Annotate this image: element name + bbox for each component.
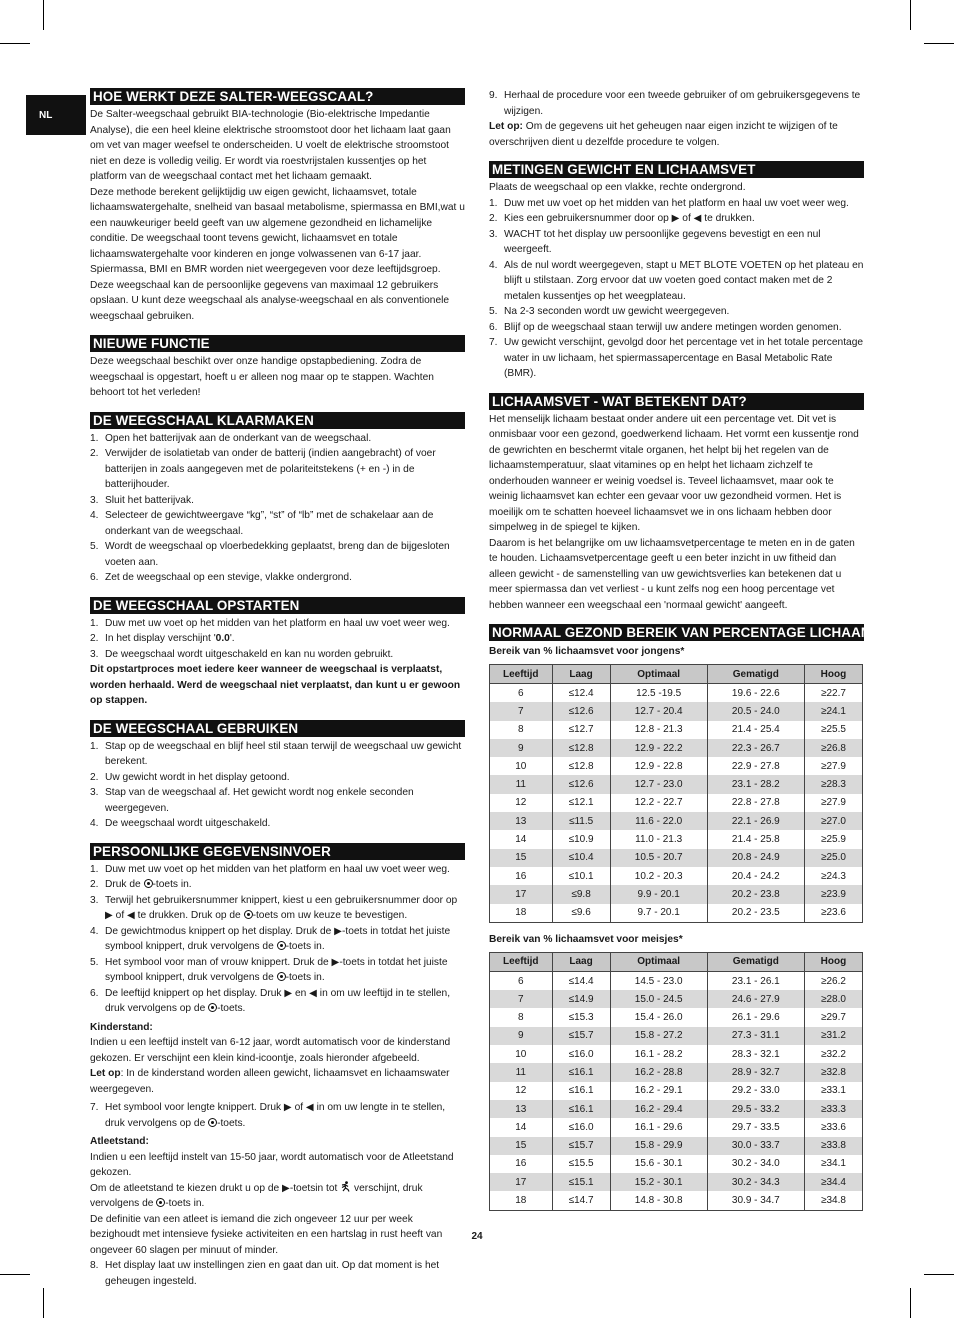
- table-row: [490, 794, 863, 812]
- table-cell: 12.5 -19.5: [610, 684, 707, 703]
- list-item: 5. Na 2-3 seconden wordt uw gewicht weergegeven.: [489, 306, 730, 317]
- numbered-list: [489, 88, 864, 119]
- table-row: [490, 1118, 863, 1136]
- table-cell: 12.9 - 22.8: [610, 757, 707, 775]
- table-cell: 12.8 - 21.3: [610, 721, 707, 739]
- table-cell: 15: [490, 849, 553, 867]
- table-cell: 12.7 - 23.0: [610, 775, 707, 793]
- set-button-icon: [244, 910, 253, 919]
- table-cell: 15.6 - 30.1: [610, 1155, 707, 1173]
- table-row: [490, 1027, 863, 1045]
- table-row: [490, 684, 863, 703]
- table-cell: 13: [490, 1100, 553, 1118]
- table-cell: ≥33.1: [804, 1082, 862, 1100]
- table-cell: ≤12.4: [552, 684, 610, 703]
- numbered-list: [90, 616, 465, 663]
- table-cell: ≥26.8: [804, 739, 862, 757]
- table-cell: 15.0 - 24.5: [610, 990, 707, 1008]
- table-cell: 7: [490, 990, 553, 1008]
- table-cell: 20.2 - 23.8: [707, 885, 804, 903]
- table-cell: 15.2 - 30.1: [610, 1173, 707, 1191]
- paragraph: Indien u een leeftijd instelt van 15-50 jaar, wordt automatisch voor de Atleetstand gekozen.: [90, 1151, 454, 1178]
- column-header: Laag: [552, 952, 610, 971]
- table-cell: 14.5 - 23.0: [610, 971, 707, 990]
- table-cell: ≥33.8: [804, 1137, 862, 1155]
- numbered-list: [90, 862, 465, 1017]
- table-cell: ≥34.4: [804, 1173, 862, 1191]
- table-cell: 29.5 - 33.2: [707, 1100, 804, 1118]
- column-header: Hoog: [804, 952, 862, 971]
- table-cell: 16.2 - 29.1: [610, 1082, 707, 1100]
- table-cell: 20.8 - 24.9: [707, 849, 804, 867]
- column-header: Laag: [552, 665, 610, 684]
- paragraph: De definitie van een atleet is iemand die zich ongeveer 12 uur per week bezighoudt met intensieve fysieke activiteiten en een hartslag in rust heeft van ongeveer 60 slagen per minuut of minder.: [90, 1213, 443, 1256]
- table-cell: 9.9 - 20.1: [610, 885, 707, 903]
- paragraph: Deze weegschaal beschikt over onze handige opstapbediening. Zodra de weegschaal is opgestart, hoeft u er alleen nog maar op te stappen. Wachten behoort tot het verleden!: [90, 356, 434, 398]
- table-cell: 29.2 - 33.0: [707, 1082, 804, 1100]
- table-cell: 12: [490, 1082, 553, 1100]
- table-cell: 17: [490, 1173, 553, 1191]
- table-cell: ≥32.8: [804, 1063, 862, 1081]
- table-cell: 22.1 - 26.9: [707, 812, 804, 830]
- table-cell: 20.5 - 24.0: [707, 702, 804, 720]
- table-row: [490, 990, 863, 1008]
- table-row: [490, 1063, 863, 1081]
- table-cell: 16.1 - 29.6: [610, 1118, 707, 1136]
- table-cell: ≤9.8: [552, 885, 610, 903]
- table-cell: 18: [490, 1191, 553, 1210]
- column-header: Leeftijd: [490, 665, 553, 684]
- table-cell: 12: [490, 794, 553, 812]
- list-item: 9. Herhaal de procedure voor een tweede gebruiker of om gebruikersgegevens te wijzigen.: [489, 90, 861, 117]
- table-cell: 22.3 - 26.7: [707, 739, 804, 757]
- list-item: 7. Het symbool voor lengte knippert. Druk ▶ of ◀ in om uw lengte in te stellen, druk vervolgens op de -toets.: [90, 1102, 446, 1129]
- table-cell: 8: [490, 1008, 553, 1026]
- table-cell: ≤16.0: [552, 1045, 610, 1063]
- table-cell: 9: [490, 1027, 553, 1045]
- paragraph: Om de atleetstand te kiezen drukt u op de ▶-toetsin tot verschijnt, druk vervolgens de -toets in.: [90, 1182, 423, 1209]
- table-cell: ≥28.3: [804, 775, 862, 793]
- section-title: DE WEEGSCHAAL GEBRUIKEN: [90, 720, 465, 737]
- list-item: 7. Uw gewicht verschijnt, gevolgd door het percentage vet in het totale percentage water in uw lichaam, het spiermassapercentage en Basal Metabolic Rate (BMR).: [489, 337, 864, 379]
- list-item: 3. Sluit het batterijvak.: [90, 494, 194, 506]
- paragraph: Plaats de weegschaal op een vlakke, rechte ondergrond.: [489, 182, 746, 193]
- set-button-icon: [277, 972, 286, 981]
- table-cell: ≤14.9: [552, 990, 610, 1008]
- list-item: 3. WACHT tot het display uw persoonlijke gegevens bevestigt en een nul weergeeft.: [489, 228, 821, 255]
- table-row: [490, 1155, 863, 1173]
- language-tab: [26, 95, 86, 135]
- list-item: 6. Blijf op de weegschaal staan terwijl uw andere metingen worden genomen.: [489, 321, 842, 333]
- paragraph: Deze methode berekent gelijktijdig uw eigen gewicht, lichaamsvet, totale lichaamswatergehalte, snelheid van basaal metabolisme, spiermassa en BMI,wat u een nauwkeuriger beeld geeft van uw algemene gezondheid en lichamelijke conditie. De weegschaal toont tevens gewicht, lichaamsvet en totale lichaamswatergehalte voor kinderen en jonge volwassenen van 6-17 jaar. Spiermassa, BMI en BMR worden niet weergegeven voor deze leeftijdsgroep. Deze weegschaal kan de persoonlijke gegevens van maximaal 12 gebruikers opslaan. U kunt deze weegschaal als analyse-weegschaal en als conventionele weegschaal gebruiken.: [90, 186, 465, 322]
- table-cell: ≤10.9: [552, 830, 610, 848]
- table-cell: ≥26.2: [804, 971, 862, 990]
- list-item: 6. De leeftijd knippert op het display. Druk ▶ en ◀ in om uw leeftijd in te stellen, druk vervolgens op de -toets.: [90, 987, 451, 1014]
- section-title: DE WEEGSCHAAL OPSTARTEN: [90, 597, 465, 614]
- table-cell: ≥32.2: [804, 1045, 862, 1063]
- table-cell: 11: [490, 1063, 553, 1081]
- table-row: [490, 1082, 863, 1100]
- table-cell: 10.2 - 20.3: [610, 867, 707, 885]
- list-item: 3. Stap van de weegschaal af. Het gewicht wordt nog enkele seconden weergegeven.: [90, 787, 414, 814]
- table-cell: 16: [490, 867, 553, 885]
- table-cell: 7: [490, 702, 553, 720]
- table-row: [490, 971, 863, 990]
- crop-mark: [43, 0, 44, 30]
- right-column: [489, 88, 908, 1211]
- numbered-list: [90, 739, 465, 832]
- table-cell: 30.2 - 34.0: [707, 1155, 804, 1173]
- table-cell: ≤12.8: [552, 739, 610, 757]
- table-cell: 12.9 - 22.2: [610, 739, 707, 757]
- table-cell: 15.8 - 27.2: [610, 1027, 707, 1045]
- table-cell: 28.9 - 32.7: [707, 1063, 804, 1081]
- table-row: [490, 849, 863, 867]
- table-cell: 14: [490, 830, 553, 848]
- list-item: 6. Zet de weegschaal op een stevige, vlakke ondergrond.: [90, 572, 352, 583]
- table-cell: 15: [490, 1137, 553, 1155]
- table-cell: 9.7 - 20.1: [610, 904, 707, 923]
- table-cell: 28.3 - 32.1: [707, 1045, 804, 1063]
- list-item: 2. Druk de -toets in.: [90, 879, 192, 890]
- list-item: 4. De weegschaal wordt uitgeschakeld.: [90, 818, 271, 829]
- paragraph: Daarom is het belangrijke om uw lichaamsvetpercentage te meten en in de gaten te houden. Lichaamsvetpercentage geeft u een beter inzicht in uw fitheid dan alleen gewicht - de samenstelling van uw gewichtsverlies kan betekenen dat u meer spiermassa dan vet verliest - u kunt zelfs nog een hoog percentage vet hebben wanneer een weegschaal een 'normaal gewicht' aangeeft.: [489, 537, 855, 611]
- table-row: [490, 702, 863, 720]
- table-cell: 16: [490, 1155, 553, 1173]
- table-cell: ≥33.3: [804, 1100, 862, 1118]
- section-title: DE WEEGSCHAAL KLAARMAKEN: [90, 412, 465, 429]
- crop-mark: [924, 1274, 954, 1275]
- list-item: 4. Als de nul wordt weergegeven, stapt u MET BLOTE VOETEN op het plateau en blijft u stilstaan. Zorg ervoor dat uw voeten goed contact maken met de 2 metalen kussentjes op het weegplateau.: [489, 259, 864, 302]
- table-cell: 14.8 - 30.8: [610, 1191, 707, 1210]
- section-title: HOE WERKT DEZE SALTER-WEEGSCAAL?: [90, 88, 465, 105]
- table-cell: ≥34.1: [804, 1155, 862, 1173]
- athlete-icon: [340, 1181, 351, 1192]
- column-header: Gematigd: [707, 952, 804, 971]
- table-cell: ≤12.7: [552, 721, 610, 739]
- table-cell: ≥25.9: [804, 830, 862, 848]
- table-cell: 12.2 - 22.7: [610, 794, 707, 812]
- section-title: METINGEN GEWICHT EN LICHAAMSVET: [489, 161, 864, 178]
- column-header: Leeftijd: [490, 952, 553, 971]
- list-item: 3. De weegschaal wordt uitgeschakeld en kan nu worden gebruikt.: [90, 648, 394, 660]
- list-item: 2. In het display verschijnt '0.0'.: [90, 633, 235, 644]
- paragraph: Het menselijk lichaam bestaat onder andere uit een percentage vet. Dit vet is onmisbaar voor een gezond, goedwerkend lichaam. Het vormt een kussentje rond de gewrichten en beschermt vitale organen, het helpt bij het regelen van de lichaamstemperatuur, slaat vitamines op en helpt het lichaam zichzelf te onderhouden wanneer er weinig voedsel is. Teveel lichaamsvet, maar ook te weinig lichaamsvet kan echter een gevaar voor uw gezondheid vormen. Het is moeilijk om te schatten hoeveel lichaamsvet we in ons lichaam hebben door simpelweg in de spiegel te kijken.: [489, 413, 859, 533]
- table-cell: 24.6 - 27.9: [707, 990, 804, 1008]
- list-item: 2. Verwijder de isolatietab van onder de batterij (indien aangebracht) of voer batterijen in zoals aangegeven met de polariteitstekens (+ en -) in de batterijhouder.: [90, 448, 436, 490]
- table-row: [490, 812, 863, 830]
- numbered-list: [489, 196, 864, 382]
- list-item: 5. Het symbool voor man of vrouw knippert. Druk de ▶-toets in totdat het juiste symbool knippert, druk vervolgens de -toets in.: [90, 956, 448, 983]
- table-row: [490, 721, 863, 739]
- table-cell: ≤15.7: [552, 1027, 610, 1045]
- table-row: [490, 904, 863, 923]
- section-title: NIEUWE FUNCTIE: [90, 335, 465, 352]
- table-cell: ≤15.3: [552, 1008, 610, 1026]
- table-cell: ≥27.9: [804, 757, 862, 775]
- table-cell: 11.0 - 21.3: [610, 830, 707, 848]
- table-cell: 6: [490, 684, 553, 703]
- table-cell: ≥24.1: [804, 702, 862, 720]
- table-row: [490, 1173, 863, 1191]
- table-cell: 17: [490, 885, 553, 903]
- table-cell: 15.4 - 26.0: [610, 1008, 707, 1026]
- crop-mark: [910, 0, 911, 30]
- table-cell: ≥28.0: [804, 990, 862, 1008]
- paragraph: De Salter-weegschaal gebruikt BIA-technologie (Bio-elektrische Impedantie Analyse), die een heel kleine elektrische stroomstoot door het lichaam laat gaan om vet van mager weefsel te onderscheiden. U voelt de elektrische stroomstoot niet en deze is volledig veilig. Er wordt via roestvrijstalen kussentjes op het platform van de weegschaal contact met het lichaam gemaakt.: [90, 109, 451, 182]
- numbered-list: [90, 1100, 465, 1131]
- set-button-icon: [156, 1198, 165, 1207]
- table-cell: 13: [490, 812, 553, 830]
- table-cell: 20.2 - 23.5: [707, 904, 804, 923]
- crop-mark: [924, 43, 954, 44]
- table-cell: 26.1 - 29.6: [707, 1008, 804, 1026]
- table-cell: ≤9.6: [552, 904, 610, 923]
- table-row: [490, 739, 863, 757]
- girls-bodyfat-table: [489, 952, 863, 1211]
- set-button-icon: [208, 1118, 217, 1127]
- set-button-icon: [144, 879, 153, 888]
- table-cell: ≥24.3: [804, 867, 862, 885]
- table-cell: ≥27.0: [804, 812, 862, 830]
- left-column: [90, 88, 465, 1289]
- table-cell: ≤16.0: [552, 1118, 610, 1136]
- table-cell: 30.0 - 33.7: [707, 1137, 804, 1155]
- list-item: 1. Duw met uw voet op het midden van het platform en haal uw voet weer weg.: [489, 197, 849, 209]
- table-cell: 21.4 - 25.4: [707, 721, 804, 739]
- crop-mark: [0, 43, 30, 44]
- table-cell: ≤12.6: [552, 702, 610, 720]
- table-cell: 30.2 - 34.3: [707, 1173, 804, 1191]
- numbered-list: [90, 431, 465, 586]
- table-cell: ≥33.6: [804, 1118, 862, 1136]
- table-cell: ≥23.9: [804, 885, 862, 903]
- table-cell: ≥23.6: [804, 904, 862, 923]
- table-row: [490, 1191, 863, 1210]
- table-cell: ≤16.1: [552, 1082, 610, 1100]
- table-cell: 6: [490, 971, 553, 990]
- table-cell: 27.3 - 31.1: [707, 1027, 804, 1045]
- table-cell: ≤12.8: [552, 757, 610, 775]
- table-cell: 12.7 - 20.4: [610, 702, 707, 720]
- table-cell: 15.8 - 29.9: [610, 1137, 707, 1155]
- paragraph: Let op: In de kinderstand worden alleen gewicht, lichaamsvet en lichaamswater weergegeven.: [90, 1068, 450, 1095]
- section-title: NORMAAL GEZOND BEREIK VAN PERCENTAGE LICHAAMSVET: [489, 624, 864, 641]
- paragraph: Let op: Om de gegevens uit het geheugen naar eigen inzicht te wijzigen of te overschrijven dient u dezelfde procedure te volgen.: [489, 121, 838, 148]
- list-item: 8. Het display laat uw instellingen zien en gaat dan uit. Op dat moment is het geheugen ingesteld.: [90, 1260, 440, 1287]
- table-cell: ≤10.1: [552, 867, 610, 885]
- table-row: [490, 885, 863, 903]
- column-header: Optimaal: [610, 952, 707, 971]
- table-cell: ≥25.5: [804, 721, 862, 739]
- bold-note: Dit opstartproces moet iedere keer wanneer de weegschaal is verplaatst, worden herhaald. Werd de weegschaal niet verplaatst, dan kunt u er gewoon op stappen.: [90, 664, 461, 706]
- boys-bodyfat-table: [489, 664, 863, 923]
- table-cell: 10: [490, 1045, 553, 1063]
- list-item: 1. Duw met uw voet op het midden van het platform en haal uw voet weer weg.: [90, 617, 450, 629]
- table-cell: 14: [490, 1118, 553, 1136]
- table-cell: 11.6 - 22.0: [610, 812, 707, 830]
- table-cell: 19.6 - 22.6: [707, 684, 804, 703]
- table-cell: 8: [490, 721, 553, 739]
- table-cell: 23.1 - 26.1: [707, 971, 804, 990]
- table-row: [490, 1100, 863, 1118]
- page-number: 24: [471, 1231, 483, 1242]
- column-header: Hoog: [804, 665, 862, 684]
- table-cell: ≤10.4: [552, 849, 610, 867]
- table-cell: 30.9 - 34.7: [707, 1191, 804, 1210]
- column-header: Gematigd: [707, 665, 804, 684]
- list-item: 1. Stap op de weegschaal en blijf heel stil staan terwijl de weegschaal uw gewicht berekent.: [90, 740, 462, 767]
- table-cell: 22.9 - 27.8: [707, 757, 804, 775]
- table-cell: ≤14.4: [552, 971, 610, 990]
- table-cell: ≥22.7: [804, 684, 862, 703]
- table-cell: ≥27.9: [804, 794, 862, 812]
- table-row: [490, 830, 863, 848]
- table-cell: 18: [490, 904, 553, 923]
- table-cell: 16.1 - 28.2: [610, 1045, 707, 1063]
- table-cell: 23.1 - 28.2: [707, 775, 804, 793]
- paragraph: Indien u een leeftijd instelt van 6-12 jaar, wordt automatisch voor de kinderstand gekozen. Er verschijnt een klein kind-icoontje, zoals hieronder afgebeeld.: [90, 1037, 451, 1064]
- table-cell: ≤12.6: [552, 775, 610, 793]
- table-cell: 16.2 - 28.8: [610, 1063, 707, 1081]
- table-cell: ≤16.1: [552, 1063, 610, 1081]
- table-cell: ≤12.1: [552, 794, 610, 812]
- subheading: Kinderstand:: [90, 1021, 153, 1033]
- table-cell: 10: [490, 757, 553, 775]
- numbered-list: [90, 1258, 465, 1289]
- table-cell: ≥25.0: [804, 849, 862, 867]
- table-cell: 11: [490, 775, 553, 793]
- section-title: PERSOONLIJKE GEGEVENSINVOER: [90, 843, 465, 860]
- crop-mark: [910, 1288, 911, 1318]
- set-button-icon: [277, 941, 286, 950]
- table-row: [490, 1008, 863, 1026]
- list-item: 5. Wordt de weegschaal op vloerbedekking geplaatst, breng dan de bijgesloten voeten aan.: [90, 541, 450, 568]
- table-row: [490, 757, 863, 775]
- table-row: [490, 775, 863, 793]
- list-item: 1. Open het batterijvak aan de onderkant van de weegschaal.: [90, 432, 372, 444]
- set-button-icon: [208, 1003, 217, 1012]
- table-title-girls: Bereik van % lichaamsvet voor meisjes*: [489, 933, 683, 945]
- table-row: [490, 1045, 863, 1063]
- table-cell: 29.7 - 33.5: [707, 1118, 804, 1136]
- crop-mark: [43, 1288, 44, 1318]
- table-row: [490, 867, 863, 885]
- subheading: Atleetstand:: [90, 1136, 149, 1147]
- table-cell: ≤15.1: [552, 1173, 610, 1191]
- list-item: 2. Kies een gebruikersnummer door op ▶ of ◀ te drukken.: [489, 213, 755, 224]
- table-cell: 20.4 - 24.2: [707, 867, 804, 885]
- language-label: NL: [39, 109, 53, 121]
- table-cell: ≤14.7: [552, 1191, 610, 1210]
- list-item: 4. De gewichtmodus knippert op het display. Druk de ▶-toets in totdat het juiste symbool knippert, druk vervolgens de -toets in.: [90, 925, 451, 952]
- table-cell: 16.2 - 29.4: [610, 1100, 707, 1118]
- table-cell: ≥31.2: [804, 1027, 862, 1045]
- section-title: LICHAAMSVET - WAT BETEKENT DAT?: [489, 393, 864, 410]
- table-cell: ≤15.5: [552, 1155, 610, 1173]
- table-cell: 10.5 - 20.7: [610, 849, 707, 867]
- list-item: 4. Selecteer de gewichtweergave “kg”, “st” of “lb” met de schakelaar aan de onderkant van de weegschaal.: [90, 510, 434, 537]
- table-cell: 9: [490, 739, 553, 757]
- table-cell: ≤11.5: [552, 812, 610, 830]
- list-item: 2. Uw gewicht wordt in het display getoond.: [90, 771, 290, 783]
- table-cell: ≥29.7: [804, 1008, 862, 1026]
- table-cell: 21.4 - 25.8: [707, 830, 804, 848]
- list-item: 3. Terwijl het gebruikersnummer knippert, kiest u een gebruikersnummer door op ▶ of ◀ te drukken. Druk op de -toets om uw keuze te bevestigen.: [90, 894, 458, 921]
- table-cell: ≥34.8: [804, 1191, 862, 1210]
- table-row: [490, 1137, 863, 1155]
- table-title-boys: Bereik van % lichaamsvet voor jongens*: [489, 646, 685, 657]
- table-cell: 22.8 - 27.8: [707, 794, 804, 812]
- crop-mark: [0, 1274, 30, 1275]
- table-cell: ≤16.1: [552, 1100, 610, 1118]
- column-header: Optimaal: [610, 665, 707, 684]
- list-item: 1. Duw met uw voet op het midden van het platform en haal uw voet weer weg.: [90, 863, 450, 875]
- table-cell: ≤15.7: [552, 1137, 610, 1155]
